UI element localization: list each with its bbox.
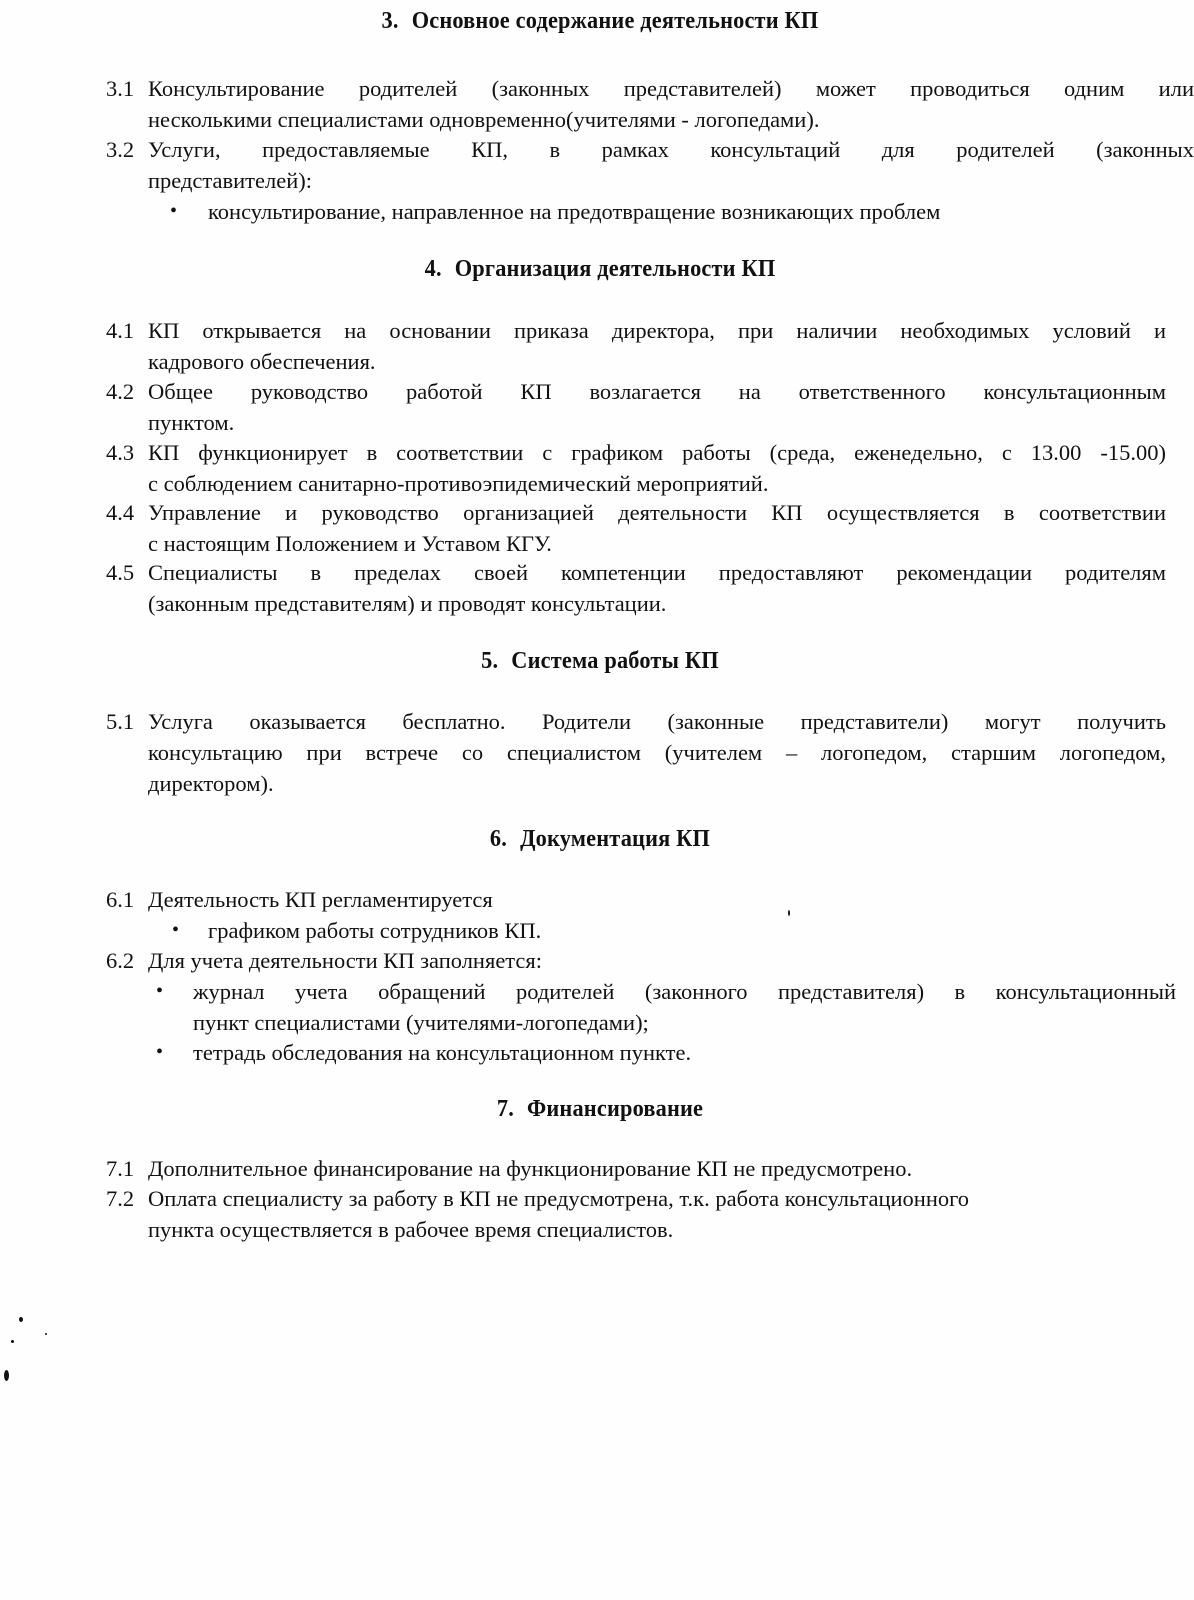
section-number: 3. bbox=[381, 8, 399, 34]
bullet-icon: • bbox=[172, 919, 180, 941]
bullet-item bbox=[156, 1037, 1056, 1068]
clause-label: 6.1 bbox=[106, 887, 135, 912]
bullet-text: тетрадь обследования на консультационном пункте. bbox=[193, 1040, 692, 1065]
bullet-text: консультирование, направленное на предотвращение возникающих проблем bbox=[208, 199, 941, 224]
clause-label: 4.2 bbox=[106, 379, 135, 404]
bullet-item bbox=[170, 196, 1120, 227]
clause-text bbox=[148, 315, 1166, 377]
clause-line: Общее руководство работой КП возлагается на ответственного консультационным bbox=[148, 379, 1166, 404]
clause-line: КП функционирует в соответствии с графиком работы (среда, еженедельно, с 13.00 -15.00) bbox=[148, 440, 1166, 465]
scan-speck bbox=[4, 1370, 9, 1381]
clause-line: Специалисты в пределах своей компетенции предоставляют рекомендации родителям bbox=[148, 560, 1166, 585]
scan-speck bbox=[19, 1317, 23, 1322]
clause-text bbox=[148, 134, 1194, 196]
clause-line: директором). bbox=[148, 771, 274, 796]
section-5-heading bbox=[45, 648, 1155, 675]
section-3-heading bbox=[45, 8, 1155, 35]
bullet-item bbox=[172, 915, 1072, 946]
clause-7-1 bbox=[106, 1153, 1166, 1184]
clause-text bbox=[148, 497, 1166, 559]
section-number: 4. bbox=[424, 256, 442, 282]
clause-label: 3.1 bbox=[106, 76, 135, 101]
clause-6-2 bbox=[106, 945, 1166, 976]
section-number: 6. bbox=[489, 826, 508, 852]
clause-label: 4.1 bbox=[106, 318, 135, 343]
clause-6-1 bbox=[106, 884, 1166, 915]
bullet-text bbox=[193, 976, 1176, 1038]
clause-4-3 bbox=[106, 437, 1166, 499]
clause-7-2 bbox=[106, 1183, 1096, 1245]
clause-5-1 bbox=[106, 706, 1166, 799]
section-6-heading bbox=[45, 826, 1155, 853]
bullet-icon: • bbox=[170, 200, 178, 222]
section-7-heading bbox=[45, 1096, 1155, 1123]
bullet-line: журнал учета обращений родителей (законного представителя) в консультационный bbox=[193, 979, 1176, 1004]
section-title: Документация КП bbox=[520, 826, 711, 852]
clause-label: 4.5 bbox=[106, 560, 135, 585]
clause-line: консультацию при встрече со специалистом (учителем – логопедом, старшим логопедом, bbox=[148, 740, 1166, 765]
section-number: 5. bbox=[481, 648, 499, 674]
clause-4-4 bbox=[106, 497, 1166, 559]
clause-text bbox=[148, 706, 1166, 799]
clause-line: несколькими специалистами одновременно(учителями - логопедами). bbox=[148, 107, 820, 132]
section-4-heading bbox=[45, 256, 1155, 283]
bullet-icon: • bbox=[156, 980, 164, 1002]
scan-speck bbox=[45, 1333, 47, 1335]
clause-label: 3.2 bbox=[106, 137, 135, 162]
clause-line: с настоящим Положением и Уставом КГУ. bbox=[148, 531, 552, 556]
clause-text bbox=[148, 376, 1166, 438]
clause-line: КП открывается на основании приказа директора, при наличии необходимых условий и bbox=[148, 318, 1166, 343]
clause-line: Консультирование родителей (законных представителей) может проводиться одним или bbox=[148, 76, 1194, 101]
bullet-text: графиком работы сотрудников КП. bbox=[208, 918, 542, 943]
clause-4-2 bbox=[106, 376, 1166, 438]
clause-4-1 bbox=[106, 315, 1166, 377]
section-title: Финансирование bbox=[527, 1096, 704, 1122]
clause-label: 7.2 bbox=[106, 1186, 135, 1211]
clause-line: Управление и руководство организацией деятельности КП осуществляется в соответствии bbox=[148, 500, 1166, 525]
clause-text bbox=[148, 73, 1194, 135]
clause-text bbox=[148, 557, 1166, 619]
clause-text: Дополнительное финансирование на функционирование КП не предусмотрено. bbox=[148, 1156, 913, 1181]
section-number: 7. bbox=[496, 1096, 514, 1122]
clause-label: 4.3 bbox=[106, 440, 135, 465]
clause-4-5 bbox=[106, 557, 1166, 619]
clause-3-1 bbox=[106, 73, 1194, 135]
clause-line: кадрового обеспечения. bbox=[148, 349, 376, 374]
clause-line: с соблюдением санитарно-противоэпидемический мероприятий. bbox=[148, 471, 769, 496]
clause-line: представителей): bbox=[148, 168, 312, 193]
scan-speck bbox=[11, 1340, 14, 1343]
clause-text bbox=[148, 437, 1166, 499]
clause-label: 4.4 bbox=[106, 500, 135, 525]
clause-text: Для учета деятельности КП заполняется: bbox=[148, 948, 543, 973]
section-title: Система работы КП bbox=[511, 648, 719, 674]
clause-label: 6.2 bbox=[106, 948, 135, 973]
section-title: Организация деятельности КП bbox=[454, 256, 776, 282]
clause-text bbox=[148, 1183, 1096, 1245]
clause-label: 7.1 bbox=[106, 1156, 135, 1181]
clause-text: Деятельность КП регламентируется bbox=[148, 887, 493, 912]
clause-line: Услуга оказывается бесплатно. Родители (законные представители) могут получить bbox=[148, 709, 1166, 734]
scan-speck bbox=[788, 910, 790, 916]
clause-line: Услуги, предоставляемые КП, в рамках консультаций для родителей (законных bbox=[148, 137, 1194, 162]
bullet-item bbox=[156, 976, 1176, 1038]
section-title: Основное содержание деятельности КП bbox=[411, 8, 819, 34]
clause-label: 5.1 bbox=[106, 709, 135, 734]
clause-line: (законным представителям) и проводят консультации. bbox=[148, 591, 667, 616]
bullet-line: пункт специалистами (учителями-логопедами); bbox=[193, 1010, 649, 1035]
clause-line: Оплата специалисту за работу в КП не предусмотрена, т.к. работа консультационного bbox=[148, 1186, 970, 1211]
clause-line: пункта осуществляется в рабочее время специалистов. bbox=[148, 1217, 674, 1242]
bullet-icon: • bbox=[156, 1041, 164, 1063]
clause-line: пунктом. bbox=[148, 410, 235, 435]
clause-3-2 bbox=[106, 134, 1194, 196]
